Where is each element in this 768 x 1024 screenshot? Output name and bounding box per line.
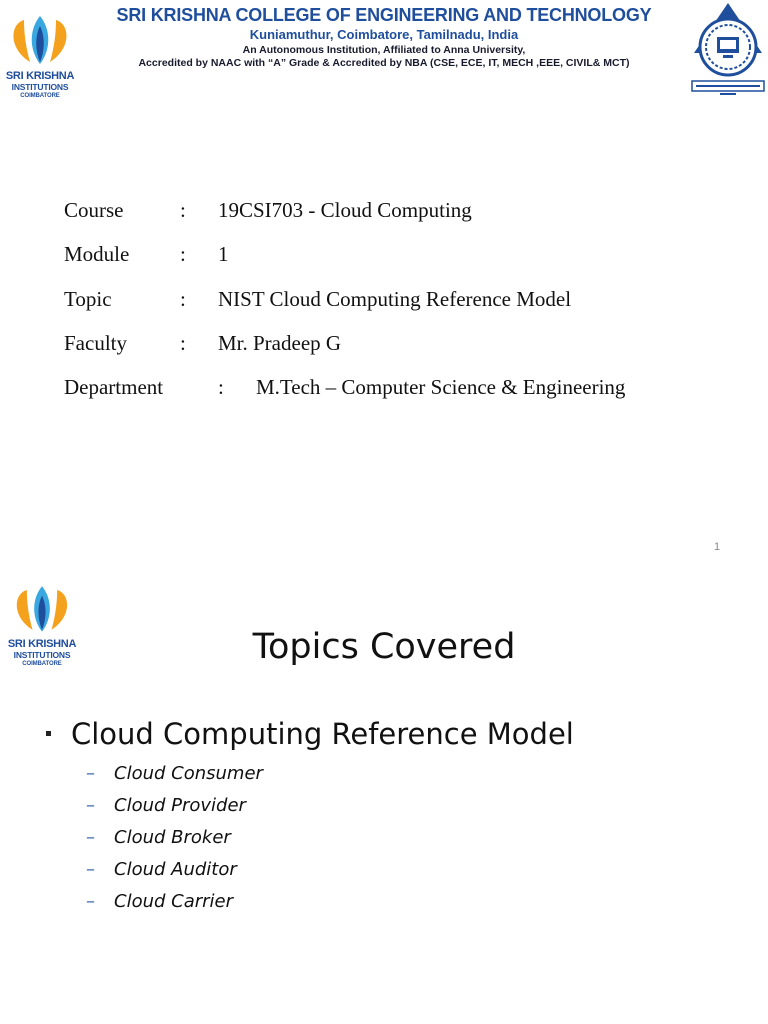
department-label: Department [64,375,164,400]
sub-bullet-text: Cloud Carrier [114,891,234,912]
logo-text-line1: SRI KRISHNA [5,70,75,82]
sub-bullet-text: Cloud Broker [114,827,231,848]
list-item [86,859,263,891]
department-colon: : [218,375,224,400]
dash-icon: – [86,859,95,880]
lotus-icon [2,12,78,66]
logo-text-line2: INSTITUTIONS [13,650,71,660]
sri-krishna-logo [2,12,78,99]
logo-text-line2: INSTITUTIONS [11,82,69,92]
slide-title: Topics Covered [252,627,516,667]
list-item [86,795,263,827]
logo-text-line3: COIMBATORE [20,92,60,99]
department-value: M.Tech – Computer Science & Engineering [256,375,626,400]
sub-bullet-text: Cloud Provider [114,795,246,816]
module-label: Module [64,242,130,267]
faculty-colon: : [180,330,186,355]
main-bullet-text: Cloud Computing Reference Model [71,717,574,751]
module-value: 1 [218,242,229,267]
course-value: 19CSI703 - Cloud Computing [218,198,472,222]
dash-icon: – [86,795,95,816]
logo-text-line1: SRI KRISHNA [7,638,77,650]
college-accreditation: Accredited by NAAC with “A” Grade & Accredited by NBA (CSE, ECE, IT, MECH ,EEE, CIVIL& MCT) [138,57,630,69]
topic-colon: : [180,286,186,311]
course-colon: : [180,198,186,222]
faculty-value: Mr. Pradeep G [218,330,342,355]
course-label: Course [64,198,124,222]
list-item [86,763,263,795]
dash-icon: – [86,763,95,784]
sub-bullet-list [86,763,263,923]
college-seal-icon [690,1,766,97]
topic-value: NIST Cloud Computing Reference Model [218,286,572,311]
slide-page-number: 1 [714,541,721,553]
sub-bullet-text: Cloud Consumer [114,763,263,784]
topics-slide [0,572,768,1024]
college-name: SRI KRISHNA COLLEGE OF ENGINEERING AND TECHNOLOGY [116,5,652,25]
topic-label: Topic [64,286,112,311]
square-bullet-icon [46,731,51,736]
main-bullet [46,717,574,751]
sub-bullet-text: Cloud Auditor [114,859,237,880]
college-header [78,5,690,70]
dash-icon: – [86,827,95,848]
dash-icon: – [86,891,95,912]
logo-text-line3: COIMBATORE [22,660,62,667]
college-location: Kuniamuthur, Coimbatore, Tamilnadu, India [249,27,519,42]
college-affiliation: An Autonomous Institution, Affiliated to Anna University, [242,44,526,56]
list-item [86,891,263,923]
list-item [86,827,263,859]
faculty-label: Faculty [64,330,127,355]
module-colon: : [180,242,186,267]
